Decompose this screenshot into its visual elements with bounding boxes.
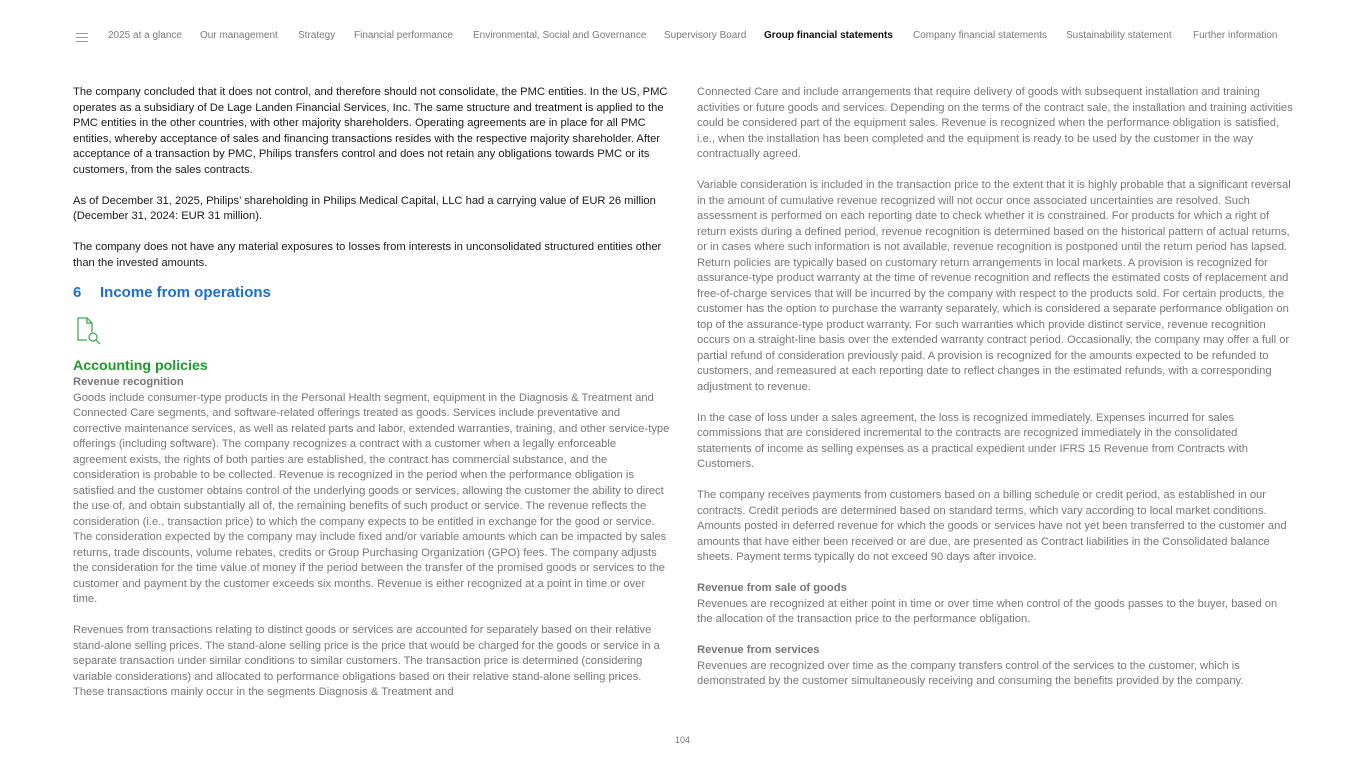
- shareholding-paragraph: As of December 31, 2025, Philips’ shareholding in Philips Medical Capital, LLC had a carrying value of EUR 26 million (December 31, 2024: EUR 31 million).: [73, 194, 656, 222]
- accounting-policies-heading: Accounting policies: [73, 358, 208, 374]
- nav-item-esg[interactable]: Environmental, Social and Governance: [473, 30, 647, 41]
- nav-item-financial-performance[interactable]: Financial performance: [354, 30, 453, 41]
- nav-item-company-financial-statements[interactable]: Company financial statements: [913, 30, 1047, 41]
- revenue-services-heading: Revenue from services: [697, 644, 820, 656]
- nav-item-2025-at-a-glance[interactable]: 2025 at a glance: [108, 30, 182, 41]
- right-column: [697, 85, 1295, 705]
- connected-care-paragraph: Connected Care and include arrangements that require delivery of goods with subsequent installation and training activities or future goods and services. Depending on the terms of the contract sale, the installation and training activities could be considered part of the equipment sales. Revenue is recognized when the performance obligation is satisfied, i.e., when the installation has been completed and the equipment is ready to be used by the customer in the way contractually agreed.: [697, 86, 1293, 160]
- standalone-selling-price-paragraph: Revenues from transactions relating to distinct goods or services are accounted for separately based on their relative stand-alone selling prices. The stand-alone selling price is the price that would be charged for the goods or service in a separate transaction under similar conditions to similar customers. The transaction price is determined (considering variable considerations) and allocated to performance obligations based on their relative stand-alone selling prices. These transactions mainly occur in the segments Diagnosis & Treatment and: [73, 624, 660, 698]
- page-number: 104: [674, 735, 691, 745]
- pmc-consolidation-paragraph: The company concluded that it does not control, and therefore should not consolidate, the PMC entities. In the US, PMC operates as a subsidiary of De Lage Landen Financial Services, Inc. The same structure and treatment is applied to the PMC entities in the other countries, with other majority shareholders. Operating agreements are in place for all PMC entities, whereby acceptance of sales and financing transactions resides with the respective majority shareholder. After acceptance of a transaction by PMC, Philips transfers control and does not retain any obligations towards PMC or its customers, from the sales contracts.: [73, 86, 668, 176]
- section-heading: [73, 283, 670, 303]
- exposures-paragraph: The company does not have any material exposures to losses from interests in unconsolidated structured entities other than the invested amounts.: [73, 241, 662, 269]
- revenue-goods-paragraph: Revenues are recognized at either point in time or over time when control of the goods passes to the buyer, based on the allocation of the transaction price to the performance obligation.: [697, 597, 1278, 625]
- nav-item-our-management[interactable]: Our management: [200, 30, 278, 41]
- document-search-icon: [75, 317, 101, 345]
- payments-paragraph: The company receives payments from customers based on a billing schedule or credit period, as established in our contracts. Credit periods are determined based on standard terms, which vary according to local market conditions. Amounts posted in deferred revenue for which the goods or services have not yet been transferred to the customer and amounts that have either been received or are due, are presented as Contract liabilities in the Consolidated balance sheets. Payment terms typically do not exceed 90 days after invoice.: [697, 489, 1287, 563]
- revenue-goods-heading: Revenue from sale of goods: [697, 582, 847, 594]
- revenue-recognition-paragraph: Goods include consumer-type products in the Personal Health segment, equipment in the Diagnosis & Treatment and Connected Care segments, and software-related offerings treated as goods. Services include preventative and corrective maintenance services, as well as related parts and labor, extended warranties, training, and other service-type offerings (including software). The company recognizes a contract with a customer when a legally enforceable agreement exists, the rights of both parties are established, the contract has commercial substance, and the consideration is probable to be collected. Revenue is recognized in the period when the performance obligation is satisfied and the customer obtains control of the underlying goods or services, allowing the customer the ability to direct the use of, and obtain substantially all of, the remaining benefits of such product or service. The revenue reflects the consideration (i.e., transaction price) to which the company expects to be entitled in exchange for the good or service. The consideration expected by the company may include fixed and/or variable amounts which can be impacted by sales returns, trade discounts, volume rebates, credits or Group Purchasing Organization (GPO) fees. The company adjusts the consideration for the time value of money if the period between the transfer of the promised goods or services to the customer and payment by the customer exceeds six months. Revenue is either recognized at a point in time or over time.: [73, 391, 670, 605]
- loss-sales-agreement-paragraph: In the case of loss under a sales agreement, the loss is recognized immediately. Expenses incurred for sales commissions that are considered incremental to the contracts are recognized immediately in the consolidated statements of income as selling expenses as a practical expedient under IFRS 15 Revenue from Contracts with Customers.: [697, 411, 1248, 470]
- revenue-services-paragraph: Revenues are recognized over time as the company transfers control of the services to the customer, which is demonstrated by the customer simultaneously receiving and consuming the benefits provided by the company.: [697, 659, 1244, 687]
- nav-item-strategy[interactable]: Strategy: [298, 30, 336, 41]
- variable-consideration-paragraph: Variable consideration is included in the transaction price to the extent that it is highly probable that a significant reversal in the amount of cumulative revenue recognized will not occur once associated uncertainties are resolved. Such assessment is performed on each reporting date to check whether it is constrained. For products for which a right of return exists during a defined period, revenue recognition is determined based on the historical pattern of actual returns, or in cases where such information is not available, revenue recognition is postponed until the return period has lapsed. Return policies are typically based on customary return arrangements in local markets. A provision is recognized for assurance-type product warranty at the time of revenue recognition and reflects the estimated costs of replacement and free-of-charge services that will be incurred by the company with respect to the products sold. For certain products, the customer has the option to purchase the warranty separately, which is considered a separate performance obligation on top of the assurance-type product warranty. For such warranties which provide distinct service, revenue recognition occurs on a straight-line basis over the extended warranty contract period. Occasionally, the company may offer a full or partial refund of consideration previously paid. A provision is recognized for the amounts expected to be refunded to customers, and remeasured at each reporting date to reflect changes in the estimated refunds, with a corresponding adjustment to revenue.: [697, 179, 1291, 393]
- nav-item-further-information[interactable]: Further information: [1193, 30, 1278, 41]
- revenue-recognition-subheading: Revenue recognition: [73, 376, 184, 388]
- nav-item-supervisory-board[interactable]: Supervisory Board: [664, 30, 747, 41]
- left-column: [73, 85, 670, 716]
- nav-item-sustainability-statement[interactable]: Sustainability statement: [1066, 30, 1172, 41]
- top-navigation: [0, 0, 1365, 60]
- nav-item-group-financial-statements[interactable]: Group financial statements: [764, 30, 893, 41]
- section-number: 6: [73, 284, 82, 301]
- section-title: Income from operations: [100, 284, 271, 301]
- hamburger-menu-icon[interactable]: [76, 33, 88, 42]
